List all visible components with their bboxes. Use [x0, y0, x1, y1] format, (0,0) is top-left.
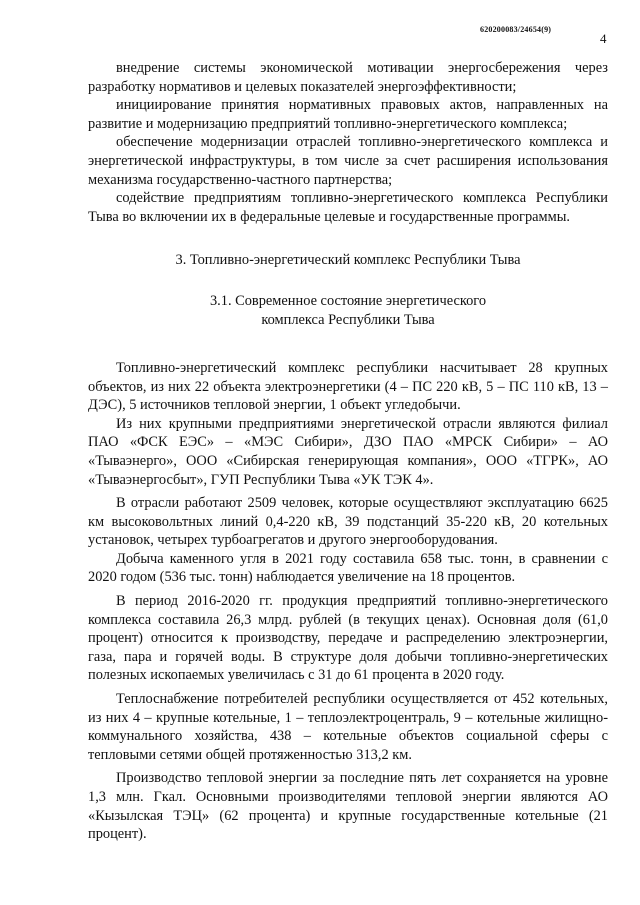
subsection-title-line: 3.1. Современное состояние энергетического: [209, 292, 487, 309]
page-number: 4: [600, 31, 607, 46]
intro-paragraph: внедрение системы экономической мотивации энергосбережения через разработку нормативов и целевых показателей энергоэффективности;: [88, 60, 608, 95]
subsection-title: [88, 292, 608, 330]
page-body: [88, 59, 608, 844]
body-paragraph: В отрасли работают 2509 человек, которые осуществляют эксплуатацию 6625 км высоковольтных линий 0,4-220 кВ, 39 подстанций 35-220 кВ, 20 котельных установок, четырех турбоагрегатов и другого энергооборудования.: [88, 495, 608, 549]
intro-paragraph: инициирование принятия нормативных правовых актов, направленных на развитие и модернизацию предприятий топливно-энергетического комплекса;: [88, 97, 608, 132]
subsection-title-line: комплекса Республики Тыва: [261, 311, 435, 328]
body-paragraph: Производство тепловой энергии за последние пять лет сохраняется на уровне 1,3 млн. Гкал. Основными производителями тепловой энергии являются АО «Кызылская ТЭЦ» (62 процента) и крупные государственные котельные (21 процент).: [88, 770, 608, 843]
body-paragraph: Топливно-энергетический комплекс республики насчитывает 28 крупных объектов, из них 22 объекта электроэнергетики (4 – ПС 220 кВ, 5 – ПС 110 кВ, 13 – ДЭС), 5 источников тепловой энергии, 1 объект угледобычи.: [88, 359, 608, 414]
body-paragraph: Теплоснабжение потребителей республики осуществляется от 452 котельных, из них 4 – крупные котельные, 1 – теплоэлектроцентраль, 9 – котельные жилищно-коммунального хозяйства, 438 – котельные объектов социальной сферы с тепловыми сетями общей протяженностью 313,2 км.: [88, 691, 608, 763]
body-paragraph: Из них крупными предприятиями энергетической отрасли являются филиал ПАО «ФСК ЕЭС» – «МЭС Сибири», ДЗО ПАО «МРСК Сибири» – АО «Тываэнерго», ООО «Сибирская генерирующая компания», ООО «ТГРК», АО «Тываэнергосбыт», ГУП Республики Тыва «УК ТЭК 4».: [88, 415, 608, 488]
document-id: 620200083/24654(9): [480, 25, 552, 34]
body-paragraph: В период 2016-2020 гг. продукция предприятий топливно-энергетического комплекса составила 26,3 млрд. рублей (в текущих ценах). Основная доля (61,0 процент) относится к производству, передаче и распределению электроэнергии, газа, пара и горячей воды. В структуре доля добычи топливно-энергетических полезных ископаемых увеличилась с 31 до 61 процента в 2020 году.: [88, 593, 608, 684]
intro-paragraph: содействие предприятиям топливно-энергетического комплекса Республики Тыва во включении их в федеральные целевые и государственные программы.: [88, 190, 608, 225]
section-title: 3. Топливно-энергетический комплекс Республики Тыва: [175, 252, 521, 269]
body-paragraph: Добыча каменного угля в 2021 году составила 658 тыс. тонн, в сравнении с 2020 годом (536 тыс. тонн) наблюдается увеличение на 18 процентов.: [88, 550, 608, 586]
intro-paragraph: обеспечение модернизации отраслей топливно-энергетического комплекса и энергетической инфраструктуры, в том числе за счет расширения использования механизма государственно-частного партнерства;: [88, 134, 608, 188]
